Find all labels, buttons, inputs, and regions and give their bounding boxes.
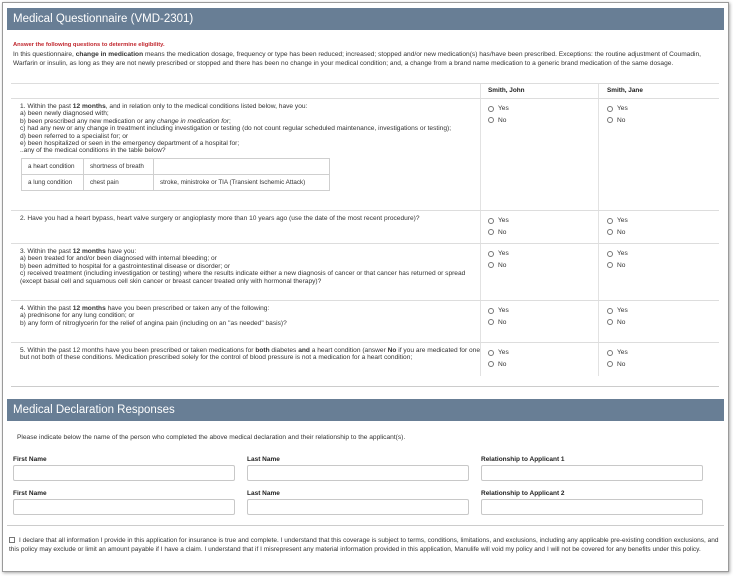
q1-a1-no-radio[interactable]: No [488,115,509,127]
question-1-text: 1. Within the past 12 months, and in relation only to the medical conditions listed below, have you: a) been newly diagnosed with; b) been prescribed any new medication or any change in medication for; c) had any new or any change in treatment including investigation or testing (do not count regular scheduled maintenance, investigations or testing); d) been referred to a specialist for; or e) been hospitalized or seen in the emergency department of a hospital for; ..any of the medical conditions in the table below? a heart condition shortness of breath a lung condition chest pain stroke, ministroke or TIA (Transient Ischemic Attack) [20,103,480,191]
q4-a2-no-radio[interactable]: No [607,317,628,329]
question-1-row [11,99,719,211]
q2-a2-no-radio[interactable]: No [607,227,628,239]
q4-applicant-1-radios [488,305,509,328]
question-3-row [11,244,719,301]
q4-applicant-2-radios [607,305,628,328]
questions-table-header [11,84,719,99]
q1-applicant-2-radios [607,103,628,126]
condition-cell: shortness of breath [84,158,154,174]
agreement-checkbox[interactable] [9,537,15,543]
condition-cell: a heart condition [22,158,84,174]
q1-a2-yes-radio[interactable]: Yes [607,103,628,115]
q3-applicant-1-radios [488,248,509,271]
condition-cell: stroke, ministroke or TIA (Transient Ischemic Attack) [154,174,330,190]
question-5-row [11,343,719,376]
eligibility-warning: Answer the following questions to determine eligibility. [13,42,165,48]
q4-a1-no-radio[interactable]: No [488,317,509,329]
first-name-label-1: First Name [13,456,47,463]
q5-a2-yes-radio[interactable]: Yes [607,347,628,359]
q4-a1-yes-radio[interactable]: Yes [488,305,509,317]
questionnaire-header: Medical Questionnaire (VMD-2301) [7,8,724,30]
agreement-text: I declare that all information I provide in this application for insurance is true and complete. I understand that this coverage is subject to terms, conditions, limitations, and exclusions, including any applicable pre-existing condition exclusions, and this policy may exclude or limit an amount payable if I have a claim. I understand that if I misrepresent any material information provided in this application, Manulife will void my policy and I will not be covered for any benefits under this policy. [9,537,719,553]
last-name-label-1: Last Name [247,456,280,463]
page-frame [2,2,729,572]
q2-applicant-2-radios [607,215,628,238]
q3-a2-yes-radio[interactable]: Yes [607,248,628,260]
q5-applicant-1-radios [488,347,509,370]
q2-a2-yes-radio[interactable]: Yes [607,215,628,227]
questions-table [11,83,719,376]
q5-a1-yes-radio[interactable]: Yes [488,347,509,359]
q3-applicant-2-radios [607,248,628,271]
declaration-header: Medical Declaration Responses [7,399,724,421]
condition-cell: chest pain [84,174,154,190]
section-divider [7,525,724,526]
question-4-row [11,301,719,343]
question-2-text: 2. Have you had a heart bypass, heart valve surgery or angioplasty more than 10 years ago (use the date of the most recent procedure)? [20,215,420,222]
relationship-2-label: Relationship to Applicant 2 [481,490,565,497]
applicant-2-header: Smith, Jane [607,87,643,94]
q3-a1-yes-radio[interactable]: Yes [488,248,509,260]
q5-a1-no-radio[interactable]: No [488,359,509,371]
last-name-label-2: Last Name [247,490,280,497]
q5-applicant-2-radios [607,347,628,370]
q2-applicant-1-radios [488,215,509,238]
q3-a2-no-radio[interactable]: No [607,260,628,272]
section-divider [11,386,719,387]
declaration-agreement [9,536,721,554]
first-name-label-2: First Name [13,490,47,497]
applicant-1-header: Smith, John [488,87,525,94]
last-name-input-2[interactable] [247,499,469,515]
q4-a2-yes-radio[interactable]: Yes [607,305,628,317]
question-2-row [11,211,719,244]
first-name-input-1[interactable] [13,465,235,481]
declaration-intro: Please indicate below the name of the person who completed the above medical declaration and their relationship to the applicant(s). [17,434,406,441]
question-3-text: 3. Within the past 12 months have you: a) been treated for and/or been diagnosed with internal bleeding; or b) been admitted to hospital for a gastrointestinal disease or disorder; or c) received treatment (including investigation or testing) where the results indicate either a new diagnosis of cancer or that cancer has returned or spread (except basal cell and squamous cell skin cancer or breast cancer treated only with hormonal therapy)? [20,248,466,285]
q3-a1-no-radio[interactable]: No [488,260,509,272]
q1-a2-no-radio[interactable]: No [607,115,628,127]
relationship-2-input[interactable] [481,499,703,515]
q5-a2-no-radio[interactable]: No [607,359,628,371]
conditions-table [21,158,330,191]
last-name-input-1[interactable] [247,465,469,481]
first-name-input-2[interactable] [13,499,235,515]
questionnaire-intro [13,41,718,68]
relationship-1-label: Relationship to Applicant 1 [481,456,565,463]
intro-text: In this questionnaire, change in medication means the medication dosage, frequency or type has been reduced; increased; stopped and/or new medication(s) has/have been prescribed. Exceptions: the routine adjustment of Coumadin, Warfarin or insulin, as long as they are not newly prescribed or stopped and there has been no change in your medical condition; and, a change from a brand name medication to a generic brand medication of the same dosage. [13,51,701,67]
relationship-1-input[interactable] [481,465,703,481]
q1-a1-yes-radio[interactable]: Yes [488,103,509,115]
question-4-text: 4. Within the past 12 months have you been prescribed or taken any of the following: a) prednisone for any lung condition; or b) any form of nitroglycerin for the relief of angina pain (including on an "as needed" basis)? [20,305,287,327]
q1-applicant-1-radios [488,103,509,126]
condition-cell: a lung condition [22,174,84,190]
condition-cell [154,158,330,174]
q2-a1-no-radio[interactable]: No [488,227,509,239]
question-5-text: 5. Within the past 12 months have you been prescribed or taken medications for both diabetes and a heart condition (answer No if you are medicated for one but not both of these conditions. Medication prescribed solely for the control of blood pressure is not a medication for a heart condition; [20,347,480,362]
q2-a1-yes-radio[interactable]: Yes [488,215,509,227]
